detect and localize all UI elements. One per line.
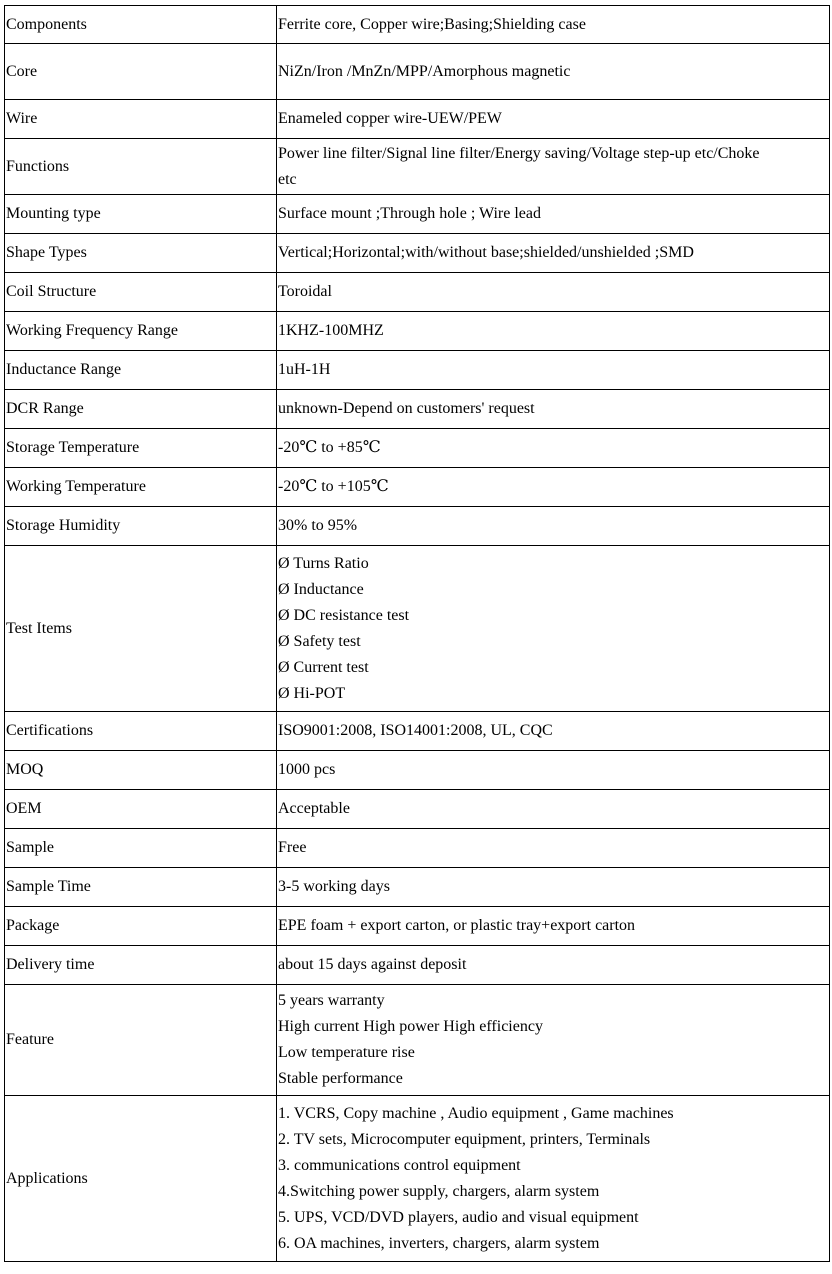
spec-value xyxy=(277,195,830,234)
spec-value-line: 4.Switching power supply, chargers, alarm system xyxy=(278,1182,600,1200)
spec-label: Storage Temperature xyxy=(5,429,277,468)
table-row xyxy=(5,907,830,946)
spec-label: MOQ xyxy=(5,751,277,790)
spec-value xyxy=(277,44,830,100)
spec-label: Storage Humidity xyxy=(5,507,277,546)
table-row xyxy=(5,829,830,868)
table-row xyxy=(5,429,830,468)
spec-value xyxy=(277,139,830,195)
spec-value-line: Ø DC resistance test xyxy=(278,606,410,624)
spec-value xyxy=(277,946,830,985)
spec-value-line: 3-5 working days xyxy=(278,878,390,895)
spec-value xyxy=(277,507,830,546)
spec-value xyxy=(277,6,830,44)
spec-label: Delivery time xyxy=(5,946,277,985)
table-row xyxy=(5,507,830,546)
spec-value-line: NiZn/Iron /MnZn/MPP/Amorphous magnetic xyxy=(278,62,571,80)
spec-value xyxy=(277,712,830,751)
table-row xyxy=(5,468,830,507)
spec-label: Sample Time xyxy=(5,868,277,907)
spec-value-line: etc xyxy=(278,170,297,188)
spec-label: Package xyxy=(5,907,277,946)
spec-value xyxy=(277,985,830,1096)
table-row xyxy=(5,139,830,195)
spec-value-line: Acceptable xyxy=(278,800,350,817)
spec-value xyxy=(277,234,830,273)
spec-table-body xyxy=(5,6,830,1262)
spec-value xyxy=(277,468,830,507)
spec-value-line: ISO9001:2008, ISO14001:2008, UL, CQC xyxy=(278,722,553,739)
spec-label: Shape Types xyxy=(5,234,277,273)
spec-label: Functions xyxy=(5,139,277,195)
spec-value-line: Ø Safety test xyxy=(278,632,361,650)
spec-value xyxy=(277,1096,830,1262)
spec-value-line: Ferrite core, Copper wire;Basing;Shielding case xyxy=(278,15,586,33)
table-row xyxy=(5,985,830,1096)
table-row xyxy=(5,751,830,790)
spec-value-line: Ø Inductance xyxy=(278,580,364,598)
table-row xyxy=(5,712,830,751)
table-row xyxy=(5,44,830,100)
spec-label: DCR Range xyxy=(5,390,277,429)
table-row xyxy=(5,100,830,139)
spec-value-line: Surface mount ;Through hole ; Wire lead xyxy=(278,205,541,222)
spec-value xyxy=(277,829,830,868)
spec-value xyxy=(277,100,830,139)
table-row xyxy=(5,868,830,907)
spec-value-line: 1. VCRS, Copy machine , Audio equipment , Game machines xyxy=(278,1104,674,1122)
table-row xyxy=(5,1096,830,1262)
spec-value xyxy=(277,273,830,312)
spec-value-line: Vertical;Horizontal;with/without base;shielded/unshielded ;SMD xyxy=(278,244,694,261)
spec-value-line: Ø Current test xyxy=(278,658,369,676)
table-row xyxy=(5,312,830,351)
spec-label: Feature xyxy=(5,985,277,1096)
spec-value-line: -20℃ to +105℃ xyxy=(278,478,389,495)
spec-value-line: -20℃ to +85℃ xyxy=(278,439,381,456)
spec-value-line: Power line filter/Signal line filter/Energy saving/Voltage step-up etc/Choke xyxy=(278,144,760,162)
spec-value-line: Stable performance xyxy=(278,1070,403,1087)
spec-value-line: 1KHZ-100MHZ xyxy=(278,322,384,339)
spec-value-line: 5 years warranty xyxy=(278,992,385,1009)
spec-value-line: Low temperature rise xyxy=(278,1044,415,1061)
spec-value xyxy=(277,751,830,790)
spec-label: Components xyxy=(5,6,277,44)
spec-value-line: 5. UPS, VCD/DVD players, audio and visual equipment xyxy=(278,1208,639,1226)
spec-label: Wire xyxy=(5,100,277,139)
table-row xyxy=(5,351,830,390)
spec-value-line: Toroidal xyxy=(278,283,332,300)
table-row xyxy=(5,946,830,985)
spec-label: OEM xyxy=(5,790,277,829)
table-row xyxy=(5,790,830,829)
spec-value-line: Enameled copper wire-UEW/PEW xyxy=(278,110,502,127)
spec-label: Mounting type xyxy=(5,195,277,234)
spec-value-line: 3. communications control equipment xyxy=(278,1156,521,1174)
spec-value-line: Ø Hi-POT xyxy=(278,684,346,702)
spec-value-line: about 15 days against deposit xyxy=(278,956,467,973)
spec-value-line: 6. OA machines, inverters, chargers, alarm system xyxy=(278,1234,600,1252)
spec-label: Inductance Range xyxy=(5,351,277,390)
spec-value-line: 30% to 95% xyxy=(278,517,358,534)
table-row xyxy=(5,234,830,273)
spec-value xyxy=(277,790,830,829)
spec-value xyxy=(277,312,830,351)
spec-value-line: EPE foam + export carton, or plastic tray+export carton xyxy=(278,917,636,934)
spec-value-line: 1000 pcs xyxy=(278,761,336,778)
table-row xyxy=(5,6,830,44)
spec-value xyxy=(277,390,830,429)
spec-label: Sample xyxy=(5,829,277,868)
spec-label: Certifications xyxy=(5,712,277,751)
spec-value-line: unknown-Depend on customers' request xyxy=(278,400,535,417)
table-row xyxy=(5,273,830,312)
spec-table xyxy=(4,5,830,1262)
spec-label: Core xyxy=(5,44,277,100)
spec-label: Coil Structure xyxy=(5,273,277,312)
table-row xyxy=(5,390,830,429)
table-row xyxy=(5,195,830,234)
spec-value-line: Free xyxy=(278,839,307,856)
spec-value xyxy=(277,546,830,712)
spec-label: Test Items xyxy=(5,546,277,712)
spec-label: Applications xyxy=(5,1096,277,1262)
spec-value-line: High current High power High efficiency xyxy=(278,1018,543,1035)
table-row xyxy=(5,546,830,712)
spec-label: Working Frequency Range xyxy=(5,312,277,351)
spec-label: Working Temperature xyxy=(5,468,277,507)
spec-value-line: 1uH-1H xyxy=(278,361,331,378)
spec-value xyxy=(277,429,830,468)
spec-value-line: 2. TV sets, Microcomputer equipment, printers, Terminals xyxy=(278,1130,651,1148)
spec-value-line: Ø Turns Ratio xyxy=(278,554,369,572)
spec-value xyxy=(277,868,830,907)
spec-value xyxy=(277,907,830,946)
spec-value xyxy=(277,351,830,390)
